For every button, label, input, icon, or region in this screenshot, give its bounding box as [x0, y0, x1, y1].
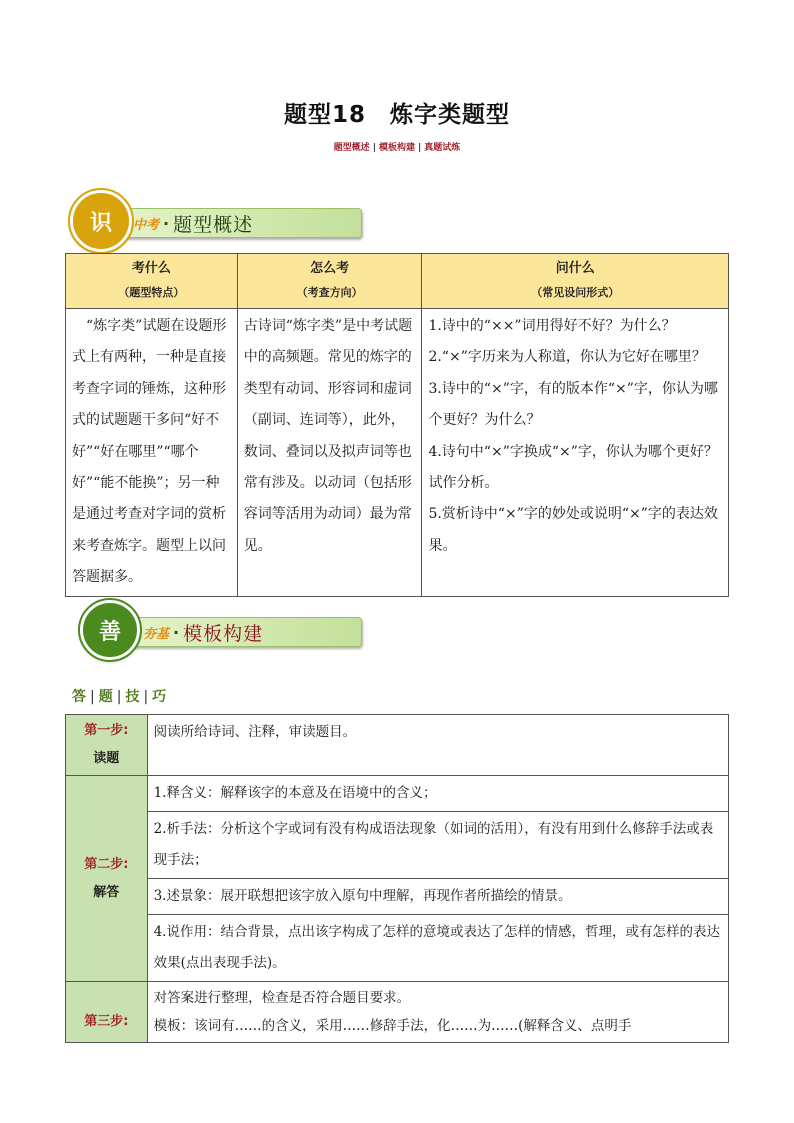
question-form-item: 2.“×”字历来为人称道，你认为它好在哪里？: [428, 349, 706, 366]
step3-label: [66, 982, 148, 1043]
question-form-item: 5.赏析诗中“×”字的妙处或说明“×”字的表达效果。: [428, 506, 718, 554]
overview-table: [65, 253, 729, 597]
step3-row: [66, 982, 729, 1043]
header-cell: [66, 254, 238, 309]
section-dot: ·: [173, 622, 180, 642]
subnav-item-practice[interactable]: 真题试炼: [424, 143, 461, 153]
question-form-item: 3.诗中的“×”字，有的版本作“×”字，你认为哪个更好？为什么？: [428, 380, 718, 429]
label-separator: |: [90, 689, 95, 705]
step2-row: [66, 915, 729, 982]
header-main: 考什么: [131, 261, 171, 276]
label-separator: |: [116, 689, 122, 705]
section-banner: [118, 208, 362, 238]
label-char: 题: [98, 689, 113, 705]
step2-label: [66, 776, 148, 982]
step-number: 第二步:: [84, 856, 129, 872]
section-icon-circle: 识: [70, 190, 132, 252]
step1-row: [66, 715, 729, 776]
section-dot: ·: [163, 213, 170, 233]
page-title: 题型18 炼字类题型: [283, 102, 510, 128]
step-name: 读题: [93, 751, 120, 766]
step1-text: 阅读所给诗词、注释，审读题目。: [147, 715, 728, 776]
step-number: 第一步:: [84, 723, 129, 738]
step2-item: 2.析手法：分析这个字或词有没有构成语法现象（如词的活用），有没有用到什么修辞手法或表现手法；: [147, 812, 728, 879]
sub-navigation: [0, 140, 794, 153]
question-features-cell: “炼字类”试题在设题形式上有两种，一种是直接考查字词的锤炼，这种形式的试题题干多问“好不好”“好在哪里”“哪个好”“能不能换”；另一种是通过考查对字词的赏析来考查炼字。题型上以问答题据多。: [66, 309, 238, 597]
overview-header-row: [66, 254, 729, 309]
question-form-item: 1.诗中的“××”词用得好不好？为什么？: [428, 318, 676, 334]
header-sub: （常见设问形式）: [531, 286, 620, 299]
overview-body-row: [66, 309, 729, 597]
section-tag: 夯基: [143, 626, 170, 642]
step2-item: 4.说作用：结合背景，点出该字构成了怎样的意境或表达了怎样的情感，哲理，或有怎样的表达效果(点出表现手法)。: [147, 915, 728, 982]
section-tag: 中考: [133, 217, 160, 233]
techniques-table: [65, 714, 729, 1043]
header-sub: （考查方向）: [296, 286, 363, 299]
step2-row: [66, 776, 729, 812]
exam-direction-cell: 古诗词“炼字类”是中考试题中的高频题。常见的炼字的类型有动词、形容词和虚词（副词、连词等），此外，数词、叠词以及拟声词等也常有涉及。以动词（包括形容词等活用为动词）最为常见。: [237, 309, 422, 597]
subnav-item-template[interactable]: 模板构建: [378, 143, 415, 153]
section-title: 题型概述: [173, 213, 254, 236]
step3-text: [147, 982, 728, 1043]
subnav-separator: |: [372, 143, 376, 153]
label-char: 技: [125, 689, 140, 705]
section-title: 模板构建: [183, 622, 264, 645]
answer-tips-label: [72, 686, 166, 706]
step2-row: [66, 879, 729, 915]
label-separator: |: [143, 689, 149, 705]
header-main: 怎么考: [310, 261, 350, 276]
step1-label: [66, 715, 148, 776]
header-sub: （题型特点）: [118, 286, 185, 299]
section-icon-circle: 善: [80, 600, 140, 660]
step-name: 解答: [93, 884, 120, 900]
section-banner: [128, 617, 362, 647]
step2-item: 3.述景象：展开联想把该字放入原句中理解，再现作者所描绘的情景。: [147, 879, 728, 915]
header-main: 问什么: [555, 261, 595, 276]
subnav-item-overview[interactable]: 题型概述: [333, 143, 370, 153]
question-forms-cell: [422, 309, 729, 597]
subnav-separator: |: [418, 143, 422, 153]
step3-line: 模板：该词有……的含义，采用……修辞手法，化……为……(解释含义、点明手: [153, 1018, 632, 1034]
question-form-item: 4.诗句中“×”字换成“×”字，你认为哪个更好？试作分析。: [428, 443, 718, 492]
step2-item: 1.释含义：解释该字的本意及在语境中的含义；: [147, 776, 728, 812]
label-char: 答: [72, 689, 86, 705]
header-cell: [422, 254, 729, 309]
step2-row: [66, 812, 729, 879]
step-number: 第三步:: [84, 1014, 129, 1029]
step3-line: 对答案进行整理，检查是否符合题目要求。: [153, 990, 411, 1006]
header-cell: [237, 254, 422, 309]
label-char: 巧: [152, 689, 167, 705]
